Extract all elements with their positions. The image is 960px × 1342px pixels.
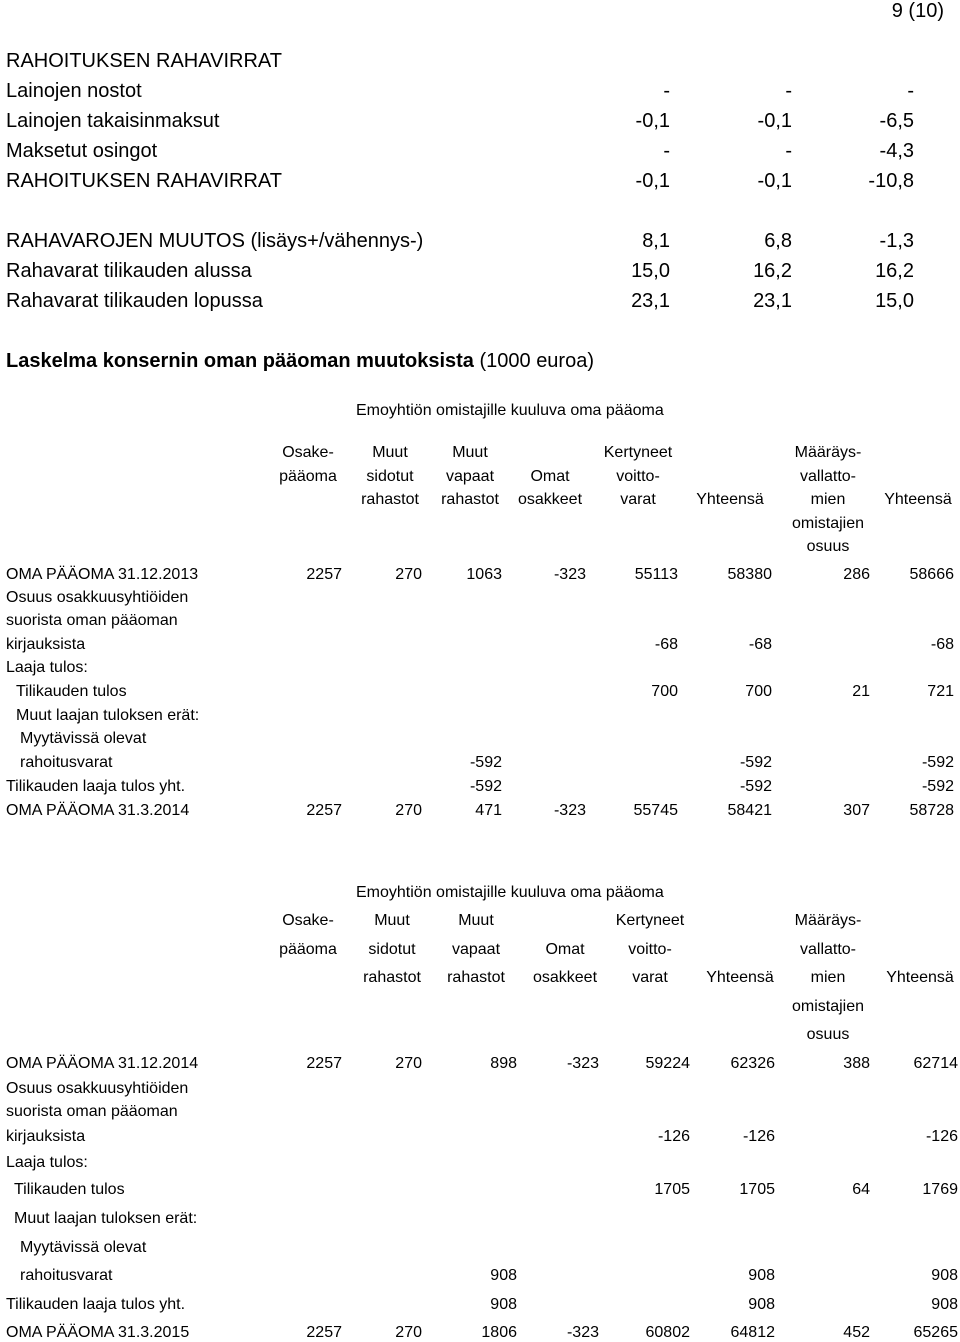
row-label: Tilikauden tulos	[14, 1181, 125, 1198]
column-header-maar: mien	[810, 969, 846, 986]
row-label: Tilikauden laaja tulos yht.	[6, 1296, 186, 1313]
cell-value: 2257	[306, 1324, 342, 1341]
cashflow-row	[6, 290, 916, 318]
cell-value: 388	[843, 1055, 870, 1072]
cell-value: 270	[395, 566, 422, 583]
column-header-muut_sid: rahastot	[361, 491, 419, 508]
cell-value: -126	[742, 1128, 775, 1145]
cashflow-value: -10,8	[868, 170, 914, 192]
row-label: rahoitusvarat	[20, 754, 113, 771]
cell-value: 270	[395, 1055, 422, 1072]
cashflow-value: -	[785, 140, 792, 162]
cell-value: 58380	[727, 566, 772, 583]
cell-value: 64	[852, 1181, 870, 1198]
cell-value: 65265	[913, 1324, 958, 1341]
cashflow-value: 16,2	[753, 260, 792, 282]
cell-value: 1705	[739, 1181, 775, 1198]
cell-value: 898	[490, 1055, 517, 1072]
row-label: Laaja tulos:	[6, 659, 88, 676]
cashflow-row	[6, 140, 916, 168]
column-header-kert: voitto-	[616, 467, 660, 485]
cashflow-label: RAHOITUKSEN RAHAVIRRAT	[6, 170, 282, 192]
cell-value: -592	[469, 754, 502, 771]
column-header-maar: omistajien	[791, 997, 865, 1015]
cashflow-row	[6, 50, 916, 78]
equity-heading-bold: Laskelma konsernin oman pääoman muutoksista	[6, 350, 474, 372]
column-header-maar: omistajien	[791, 514, 865, 532]
column-header-muut_vap: vapaat	[451, 940, 501, 958]
row-label: Tilikauden laaja tulos yht.	[6, 778, 186, 795]
cell-value: 2257	[306, 802, 342, 819]
cashflow-row	[6, 230, 916, 258]
cell-value: 59224	[645, 1055, 690, 1072]
cell-value: 908	[490, 1267, 517, 1284]
cell-value: 270	[395, 1324, 422, 1341]
cashflow-value: 15,0	[875, 290, 914, 312]
row-label: Tilikauden tulos	[16, 683, 127, 700]
cell-value: 286	[843, 566, 870, 583]
column-header-kert: varat	[632, 969, 668, 986]
row-label: Osuus osakkuusyhtiöiden	[6, 1080, 189, 1097]
cashflow-label: Rahavarat tilikauden alussa	[6, 260, 252, 282]
column-header-yht2: Yhteensä	[886, 969, 954, 986]
cashflow-label: Maksetut osingot	[6, 140, 158, 162]
column-header-maar: osuus	[806, 1026, 850, 1043]
column-header-yht1: Yhteensä	[706, 969, 774, 986]
cell-value: 2257	[306, 566, 342, 583]
column-header-omat: Omat	[530, 467, 570, 485]
cell-value: 58421	[727, 802, 772, 819]
cell-value: 62326	[730, 1055, 775, 1072]
row-label: Myytävissä olevat	[20, 1239, 147, 1256]
cell-value: 21	[852, 683, 870, 700]
cell-value: 908	[490, 1296, 517, 1313]
column-header-muut_sid: rahastot	[363, 969, 421, 986]
cell-value: -68	[654, 636, 678, 653]
column-header-yht1: Yhteensä	[696, 491, 764, 508]
cell-value: 1063	[466, 566, 502, 583]
cell-value: 908	[931, 1296, 958, 1313]
cashflow-value: 23,1	[631, 290, 670, 312]
cashflow-row	[6, 110, 916, 138]
cashflow-row	[6, 170, 916, 198]
column-header-omat: osakkeet	[532, 969, 598, 986]
equity-table-2015	[0, 884, 960, 1342]
row-label: kirjauksista	[6, 636, 86, 653]
row-label: OMA PÄÄOMA 31.3.2015	[6, 1324, 190, 1341]
column-header-kert: varat	[620, 491, 656, 508]
cashflow-label: RAHOITUKSEN RAHAVIRRAT	[6, 50, 282, 72]
cashflow-value: -	[907, 80, 914, 102]
column-header-muut_sid: sidotut	[366, 467, 414, 485]
cashflow-value: -0,1	[635, 110, 670, 132]
cell-value: -592	[739, 778, 772, 795]
cell-value: 452	[843, 1324, 870, 1341]
cell-value: 700	[651, 683, 678, 700]
column-header-muut_vap: Muut	[452, 444, 488, 461]
cashflow-value: 23,1	[753, 290, 792, 312]
cell-value: -68	[930, 636, 954, 653]
cell-value: 908	[748, 1267, 775, 1284]
column-header-maar: Määräys-	[794, 912, 862, 929]
cashflow-label: Lainojen takaisinmaksut	[6, 110, 220, 132]
row-label: Myytävissä olevat	[20, 730, 147, 747]
cashflow-value: -0,1	[757, 110, 792, 132]
cashflow-value: -0,1	[635, 170, 670, 192]
cell-value: 55113	[634, 566, 678, 583]
cell-value: -592	[921, 778, 954, 795]
cashflow-label: RAHAVAROJEN MUUTOS (lisäys+/vähennys-)	[6, 230, 424, 252]
cell-value: 2257	[306, 1055, 342, 1072]
cashflow-value: -	[785, 80, 792, 102]
row-label: OMA PÄÄOMA 31.12.2013	[6, 566, 199, 583]
cell-value: 700	[745, 683, 772, 700]
row-label: Osuus osakkuusyhtiöiden	[6, 589, 189, 606]
cell-value: 60802	[645, 1324, 690, 1341]
column-header-osake: Osake-	[282, 912, 334, 929]
cashflow-value: -	[663, 80, 670, 102]
cell-value: -323	[553, 802, 586, 819]
cashflow-value: -1,3	[879, 230, 914, 252]
cell-value: 908	[748, 1296, 775, 1313]
column-header-maar: osuus	[806, 538, 850, 555]
column-header-kert: Kertyneet	[615, 912, 685, 929]
column-header-osake: pääoma	[279, 940, 337, 958]
cashflow-label: Rahavarat tilikauden lopussa	[6, 290, 263, 312]
cashflow-value: 6,8	[764, 230, 792, 252]
column-header-kert: voitto-	[628, 940, 672, 958]
group-header: Emoyhtiön omistajille kuuluva oma pääoma	[356, 884, 664, 901]
cell-value: -323	[566, 1055, 599, 1072]
row-label: OMA PÄÄOMA 31.3.2014	[6, 802, 190, 819]
column-header-osake: pääoma	[279, 467, 337, 485]
cell-value: -592	[739, 754, 772, 771]
cell-value: 1806	[481, 1324, 517, 1341]
cell-value: 62714	[913, 1055, 958, 1072]
column-header-muut_sid: Muut	[372, 444, 408, 461]
column-header-muut_sid: sidotut	[368, 940, 416, 958]
column-header-maar: vallatto-	[799, 467, 857, 485]
cell-value: -126	[925, 1128, 958, 1145]
cashflow-value: -6,5	[879, 110, 914, 132]
column-header-muut_vap: rahastot	[447, 969, 505, 986]
cashflow-value: 16,2	[875, 260, 914, 282]
column-header-maar: Määräys-	[794, 444, 862, 461]
row-label: OMA PÄÄOMA 31.12.2014	[6, 1055, 199, 1072]
cashflow-value: -0,1	[757, 170, 792, 192]
equity-heading-unit: (1000 euroa)	[473, 350, 594, 372]
cell-value: -592	[469, 778, 502, 795]
cashflow-value: 8,1	[642, 230, 670, 252]
column-header-omat: osakkeet	[517, 491, 583, 508]
equity-table-2014	[0, 402, 960, 832]
column-header-muut_vap: vapaat	[445, 467, 495, 485]
column-header-maar: mien	[810, 491, 846, 508]
column-header-omat: Omat	[545, 940, 585, 958]
page-number: 9 (10)	[891, 0, 944, 22]
cell-value: 270	[395, 802, 422, 819]
row-label: Muut laajan tuloksen erät:	[16, 707, 200, 724]
cell-value: 908	[931, 1267, 958, 1284]
column-header-muut_sid: Muut	[374, 912, 410, 929]
column-header-kert: Kertyneet	[603, 444, 673, 461]
cell-value: -68	[748, 636, 772, 653]
cashflow-label: Lainojen nostot	[6, 80, 142, 102]
cashflow-value: -4,3	[879, 140, 914, 162]
cell-value: -323	[553, 566, 586, 583]
cell-value: 307	[843, 802, 870, 819]
cell-value: -592	[921, 754, 954, 771]
column-header-muut_vap: rahastot	[441, 491, 499, 508]
row-label: Muut laajan tuloksen erät:	[14, 1210, 198, 1227]
cell-value: 64812	[730, 1324, 775, 1341]
cell-value: 1705	[654, 1181, 690, 1198]
cell-value: -323	[566, 1324, 599, 1341]
equity-heading	[6, 350, 594, 373]
row-label: suorista oman pääoman	[6, 612, 178, 629]
column-header-muut_vap: Muut	[458, 912, 494, 929]
row-label: kirjauksista	[6, 1128, 86, 1145]
cashflow-row	[6, 260, 916, 288]
column-header-osake: Osake-	[282, 444, 334, 461]
column-header-maar: vallatto-	[799, 940, 857, 958]
column-header-yht2: Yhteensä	[884, 491, 952, 508]
cell-value: -126	[657, 1128, 690, 1145]
row-label: Laaja tulos:	[6, 1154, 88, 1171]
cashflow-row	[6, 80, 916, 108]
cashflow-value: -	[663, 140, 670, 162]
cell-value: 721	[927, 683, 954, 700]
cell-value: 58666	[909, 566, 954, 583]
row-label: suorista oman pääoman	[6, 1103, 178, 1120]
group-header: Emoyhtiön omistajille kuuluva oma pääoma	[356, 402, 664, 419]
cell-value: 55745	[633, 802, 678, 819]
cell-value: 1769	[922, 1181, 958, 1198]
cell-value: 471	[475, 802, 502, 819]
row-label: rahoitusvarat	[20, 1267, 113, 1284]
cashflow-value: 15,0	[631, 260, 670, 282]
cell-value: 58728	[909, 802, 954, 819]
